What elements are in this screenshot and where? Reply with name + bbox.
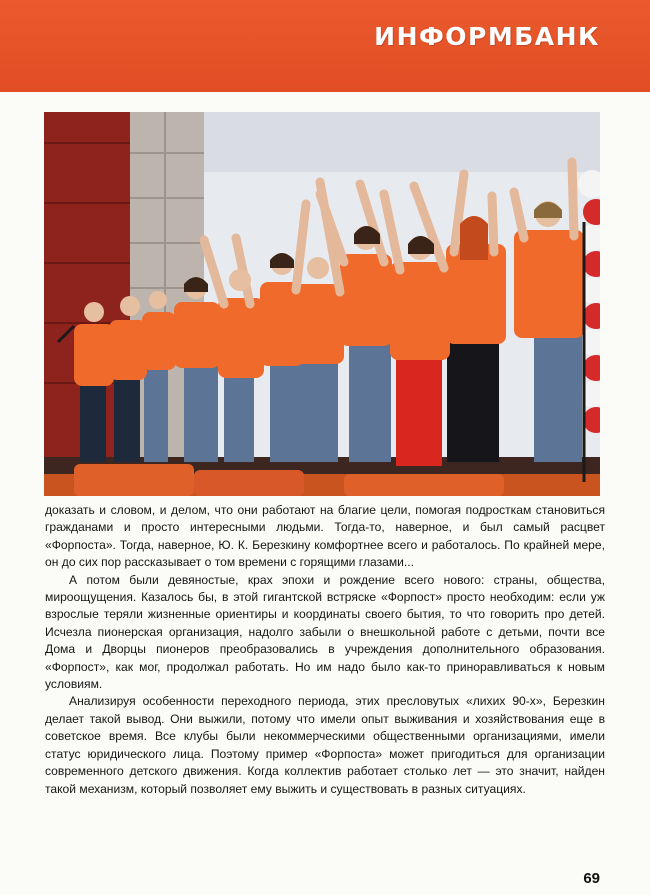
article-text [45,502,605,798]
section-title: ИНФОРМБАНК [374,22,600,51]
section-banner [0,0,650,92]
paragraph: доказать и словом, и делом, что они работают на благие цели, помогая подросткам становиться гражданами и просто интересными людьми. Тогда-то, наверное, и был самый расцвет «Форпоста». Тогда, наверное, Ю. К. Березкину комфортнее всего и работалось. По крайней мере, он до сих пор рассказывает о том времени с горящими глазами... [45,503,605,570]
paragraph: Анализируя особенности переходного периода, этих пресловутых «лихих 90-х», Березкин делает такой вывод. Они выжили, потому что имели опыт выживания и хозяйствования еще в советское время. Все клубы были некоммерческими общественными организациями, имели статус юридического лица. Поэтому пример «Форпоста» может пригодиться для организации современного детского движения. Когда коллектив работает столько лет — это значит, найден такой механизм, который позволяет ему выжить и существовать в разных ситуациях. [45,694,605,796]
paragraph: А потом были девяностые, крах эпохи и рождение всего нового: страны, общества, мироощущения. Казалось бы, в этой гигантской встряске «Форпост» просто необходим: если уж взрослые теряли жизненные ориентиры и координаты своего бытия, то что говорить про детей. Исчезла пионерская организация, надолго забыли о внешкольной работе с детьми, почти все Дома и Дворцы пионеров преобразовались в учреждения дополнительного образования. «Форпост», как мог, продолжал работать. Но им надо было как-то приноравливаться к новым условиям. [45,572,605,692]
photo-of-teens-on-stage-icon [44,112,600,496]
article-photo [44,112,600,496]
page-number: 69 [583,870,600,887]
